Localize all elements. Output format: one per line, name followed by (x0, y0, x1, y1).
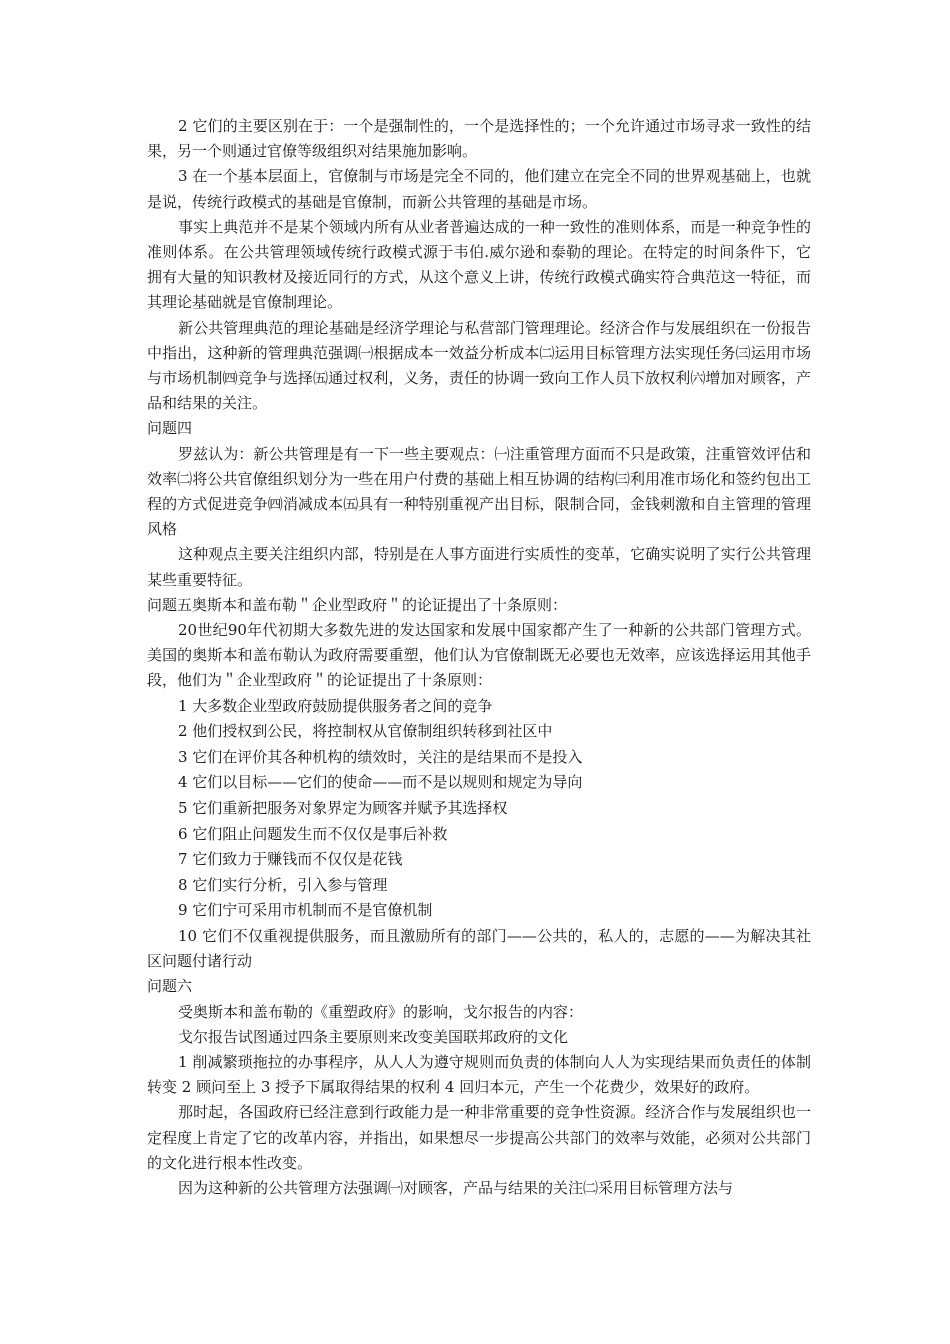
document-page (147, 114, 811, 1201)
paragraph-difference: 2 它们的主要区别在于：一个是强制性的，一个是选择性的；一个允许通过市场寻求一致性的结果，另一个则通过官僚等级组织对结果施加影响。 (147, 117, 811, 161)
paragraph-gore-principles: 戈尔报告试图通过四条主要原则来改变美国联邦政府的文化 (178, 1027, 569, 1046)
principle-item-9: 9 它们宁可采用市机制而不是官僚机制 (178, 901, 433, 920)
paragraph-oecd: 那时起，各国政府已经注意到行政能力是一种非常重要的竞争性资源。经济合作与发展组织也一定程度上肯定了它的改革内容，并指出，如果想尽一步提高公共部门的效率与效能，必须对公共部门的文化进行根本性改变。 (147, 1103, 811, 1172)
heading-question-5: 问题五奥斯本和盖布勒＂企业型政府＂的论证提出了十条原则： (147, 595, 568, 614)
principle-item-6: 6 它们阻止问题发生而不仅仅是事后补救 (178, 824, 448, 843)
paragraph-gore-intro: 受奥斯本和盖布勒的《重塑政府》的影响，戈尔报告的内容： (178, 1002, 584, 1021)
principle-item-10: 10 它们不仅重视提供服务，而且激励所有的部门——公共的，私人的，志愿的——为解决其社区问题付诸行动 (147, 927, 811, 971)
principle-item-8: 8 它们实行分析，引入参与管理 (178, 875, 388, 894)
principle-item-4: 4 它们以目标——它们的使命——而不是以规则和规定为导向 (178, 773, 583, 792)
paragraph-npm-theory: 新公共管理典范的理论基础是经济学理论与私营部门管理理论。经济合作与发展组织在一份报告中指出，这种新的管理典范强调㈠根据成本一效益分析成本㈡运用目标管理方法实现任务㈢运用市场与市场机制㈣竞争与选择㈤通过权利，义务，责任的协调一致向工作人员下放权利㈥增加对顾客，产品和结果的关注。 (147, 318, 811, 413)
principle-item-7: 7 它们致力于赚钱而不仅仅是花钱 (178, 850, 403, 869)
principle-item-2: 2 他们授权到公民，将控制权从官僚制组织转移到社区中 (178, 722, 553, 741)
heading-question-6: 问题六 (147, 977, 193, 996)
heading-question-4: 问题四 (147, 419, 193, 438)
principle-item-1: 1 大多数企业型政府鼓励提供服务者之间的竞争 (178, 696, 493, 715)
paragraph-gore-list: 1 削减繁琐拖拉的办事程序，从人人为遵守规则而负责的体制向人人为实现结果而负责任的体制转变 2 顾问至上 3 授予下属取得结果的权利 4 回归本元，产生一个花费少，效果好的政府。 (147, 1053, 811, 1097)
paragraph-paradigm: 事实上典范并不是某个领域内所有从业者普遍达成的一种一致性的准则体系，而是一种竞争性的准则体系。在公共管理领域传统行政模式源于韦伯.威尔逊和泰勒的理论。在特定的时间条件下，它拥有大量的知识教材及接近同行的方式，从这个意义上讲，传统行政模式确实符合典范这一特征，而其理论基础就是官僚制理论。 (147, 217, 811, 312)
paragraph-worldview: 3 在一个基本层面上，官僚制与市场是完全不同的，他们建立在完全不同的世界观基础上，也就是说，传统行政模式的基础是官僚制，而新公共管理的基础是市场。 (147, 167, 811, 211)
paragraph-reinventing: 20世纪90年代初期大多数先进的发达国家和发展中国家都产生了一种新的公共部门管理方式。美国的奥斯本和盖布勒认为政府需要重塑，他们认为官僚制既无必要也无效率，应该选择运用其他手段，他们为＂企业型政府＂的论证提出了十条原则： (147, 621, 811, 690)
paragraph-new-method: 因为这种新的公共管理方法强调㈠对顾客，产品与结果的关注㈡采用目标管理方法与 (178, 1179, 734, 1198)
paragraph-rhodes: 罗兹认为：新公共管理是有一下一些主要观点：㈠注重管理方面而不只是政策，注重管效评估和效率㈡将公共官僚组织划分为一些在用户付费的基础上相互协调的结构㈢利用准市场化和签约包出工程的方式促进竞争㈣消减成本㈤具有一种特别重视产出目标，限制合同，金钱刺激和自主管理的管理风格 (147, 444, 811, 539)
paragraph-internal-focus: 这种观点主要关注组织内部，特别是在人事方面进行实质性的变革，它确实说明了实行公共管理某些重要特征。 (147, 545, 811, 589)
principle-item-3: 3 它们在评价其各种机构的绩效时，关注的是结果而不是投入 (178, 747, 583, 766)
principle-item-5: 5 它们重新把服务对象界定为顾客并赋予其选择权 (178, 799, 508, 818)
